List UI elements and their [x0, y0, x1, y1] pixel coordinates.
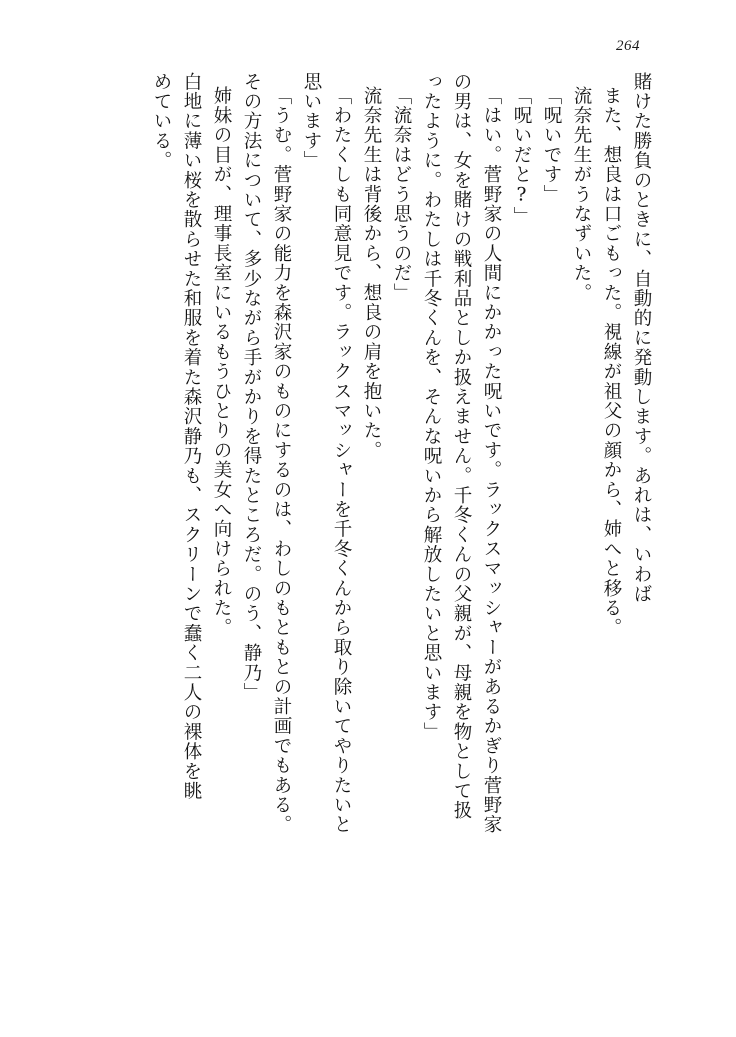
text-column: 「わたくしも同意見です。ラックスマッシャーを千冬くんから取り除いてやりたいと — [331, 86, 352, 835]
text-column: 姉妹の目が、理事長室にいるもうひとりの美女へ向けられた。 — [211, 86, 232, 638]
text-column: 「はい。菅野家の人間にかかった呪いです。ラックスマッシャーがあるかぎり菅野家 — [481, 86, 502, 835]
text-column: 賭けた勝負のときに、自動的に発動します。あれは、いわば — [631, 72, 652, 604]
text-column: 「呪いです」 — [541, 86, 562, 205]
text-column: めている。 — [151, 72, 172, 171]
text-column: 「呪いだと?」 — [511, 86, 532, 227]
page-number: 264 — [616, 38, 640, 54]
text-column: 流奈先生は背後から、想良の肩を抱いた。 — [361, 86, 382, 461]
text-column: 「流奈はどう思うのだ」 — [391, 86, 412, 303]
text-column: ったように。わたしは千冬くんを、そんな呪いから解放したいと思います」 — [421, 72, 442, 742]
text-column: 「うむ。菅野家の能力を森沢家のものにするのは、わしのもともとの計画でもある。 — [271, 86, 292, 835]
text-column: 白地に薄い桜を散らせた和服を着た森沢静乃も、スクリーンで蠢く二人の裸体を眺 — [181, 72, 202, 801]
text-column: 流奈先生がうなずいた。 — [571, 86, 592, 303]
vertical-text-block — [90, 72, 650, 952]
text-column: 思います」 — [301, 72, 322, 171]
text-column: その方法について、多少ながら手がかりを得たところだ。のう、静乃」 — [241, 72, 262, 703]
text-column: また、想良は口ごもった。視線が祖父の顔から、姉へと移る。 — [601, 86, 622, 638]
text-column: の男は、女を賭けの戦利品としか扱えません。千冬くんの父親が、母親を物として扱 — [451, 72, 472, 821]
